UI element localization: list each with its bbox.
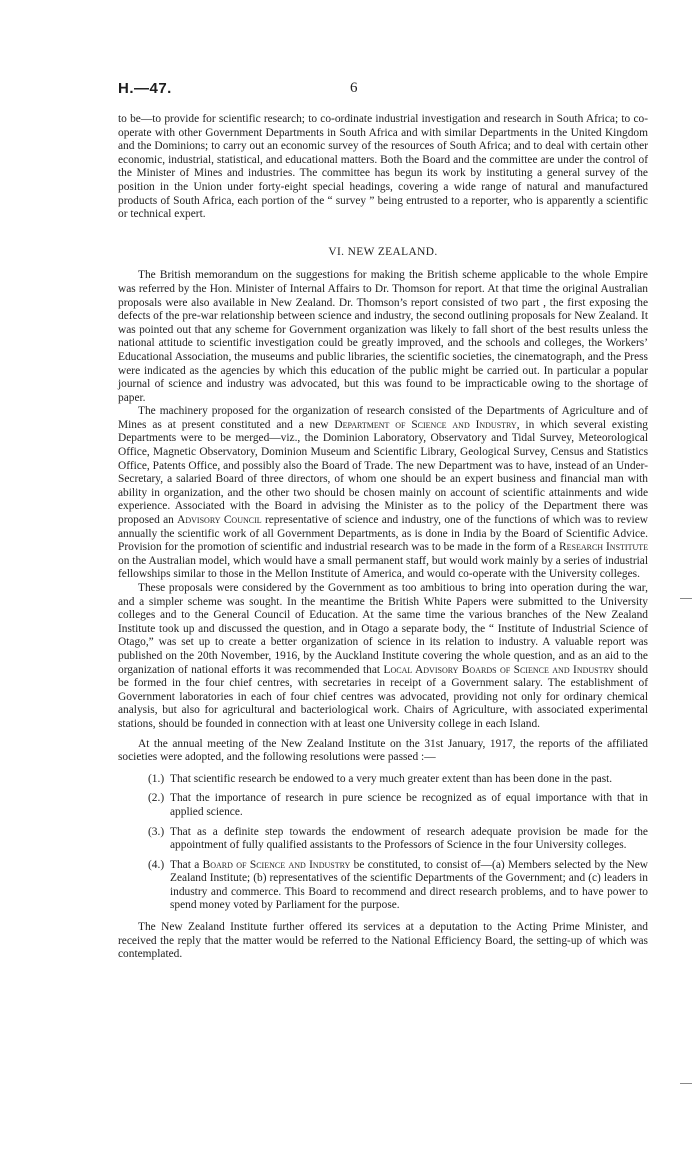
resolution-item	[148, 773, 648, 787]
text-run: These proposals were considered by the Government as too ambitious to bring into operation during the war, and a simpler scheme was sought. In the meantime the British White Papers were submitted to the University colleges and to the General Council of Education. At the same time the various branches of the New Zealand Institute took up and discussed the question, and in Otago a separate body, the “ Institute of Industrial Science of Otago,” was set up to create a better organization of science in its relation to industry. A valuable report was published on the 20th November, 1916, by the Auckland Institute covering the whole question, and as an aid to the organization of national efforts it was recommended that	[118, 582, 648, 676]
resolution-number: (3.)	[148, 825, 165, 838]
resolution-text: That the importance of research in pure science be recognized as of equal importance with that in applied science.	[170, 792, 648, 818]
resolution-number: (4.)	[148, 858, 165, 871]
page-body	[118, 113, 648, 962]
page-header	[118, 80, 648, 102]
text-run: representative of science and industry, one of the functions of which was to review annually the scientific work of all Government Departments, as is done in India by the Board of Scientific Advice. Provision for the promotion of scientific and industrial research was to be made in the form of a	[118, 514, 648, 554]
resolution-item	[148, 792, 648, 819]
paragraph-deputation: The New Zealand Institute further offered its services at a deputation to the Acting Prime Minister, and received the reply that the matter would be referred to the National Efficiency Board, the setting-up of which was contemplated.	[118, 921, 648, 961]
resolutions-list	[118, 773, 648, 913]
paragraph-annual-meeting: At the annual meeting of the New Zealand Institute on the 31st January, 1917, the reports of the affiliated societies were adopted, and the following resolutions were passed :—	[118, 737, 648, 764]
resolution-text	[170, 859, 648, 913]
resolution-text: That scientific research be endowed to a very much greater extent than has been done in the past.	[170, 772, 613, 785]
text-run: be constituted, to consist of—(a) Members selected by the New Zealand Institute; (b) representatives of the scientific Departments of the Government; and (c) leaders in industry and commerce. This Board to recommend and direct research problems, and to have power to spend money voted by Parliament for the purpose.	[170, 858, 648, 912]
small-caps-term: Board of Science and Industry	[202, 858, 351, 871]
text-run: , in which several existing Departments were to be merged—viz., the Dominion Laboratory, Observatory and Tidal Survey, Meteorological Office, Magnetic Observatory, Dominion Museum and Scientific Library, Geological Survey, Census and Statistics Office, Patents Office, and possibly also the Board of Trade. The new Department was to have, instead of an Under-Secretary, a salaried Board of three directors, of whom one should be an expert business and financial man with ability in organization, and the other two should be chosen mainly on account of scientific attainments and wide experience. Associated with the Board in advising the Minister as to the policy of the Department there was proposed an	[118, 418, 648, 527]
section-heading: VI. NEW ZEALAND.	[328, 245, 438, 258]
resolution-number: (2.)	[148, 792, 165, 805]
resolution-number: (1.)	[148, 772, 165, 785]
paragraph-proposals-considered	[118, 582, 648, 732]
paragraph-machinery-proposed	[118, 405, 648, 582]
resolution-text: That as a definite step towards the endowment of research adequate provision be made for the appointment of fully qualified assistants to the Professors of Science in the four University colleges.	[170, 825, 648, 852]
small-caps-term: Advisory Council	[177, 514, 262, 527]
intro-paragraph: to be—to provide for scientific research; to co-ordinate industrial investigation and research in South Africa; to co-operate with other Government Departments in South Africa and with similar Departments in the United Kingdom and the Dominions; to carry out an economic survey of the resources of South Africa; and to deal with certain other economic, industrial, statistical, and educational matters. Both the Board and the committee are under the control of the Minister of Mines and industries. The committee has begun its work by instituting a general survey of the position in the Union under forty-eight special headings, covering a wide range of natural and manufactured products of South Africa, each portion of the “ survey ” being entrusted to a reporter, who is apparently a scientific or technical expert.	[118, 113, 648, 221]
margin-mark	[680, 1083, 692, 1084]
paragraph-british-memorandum: The British memorandum on the suggestions for making the British scheme applicable to the whole Empire was referred by the Hon. Minister of Internal Affairs to Dr. Thomson for report. At that time the original Australian proposals were also available in New Zealand. Dr. Thomson’s report consisted of two part , the first exposing the defects of the pre-war relationship between science and industry, the second outlining proposals for New Zealand. It was pointed out that any scheme for Government organization was likely to fall short of the best results unless the national attitude to scientific investigation could be greatly improved, and the schools and colleges, the Workers’ Educational Association, the museums and public libraries, the scientific societies, the cinematograph, and the Press were indicated as the agencies by which this education of the public might be carried out. In particular a popular journal of science and industry was advocated, but this was found to be impracticable owing to the shortage of paper.	[118, 269, 648, 404]
small-caps-term: Department of Science and Industry	[334, 418, 517, 431]
resolution-item	[148, 826, 648, 853]
resolution-item	[148, 859, 648, 913]
margin-mark	[680, 598, 692, 599]
page-number: 6	[350, 80, 358, 96]
text-run: on the Australian model, which would have a small permanent staff, but would work mainly by a series of industrial fellowships similar to those in the Mellon Institute of America, and would co-operate with the University colleges.	[118, 554, 648, 581]
document-id: H.—47.	[118, 80, 172, 97]
small-caps-term: Research Institute	[559, 541, 649, 554]
text-run: That a	[170, 858, 203, 871]
text-run: The machinery proposed for the organization of research consisted of the Departments of Agriculture and of Mines as at present constituted and a new	[118, 405, 648, 431]
small-caps-term: Local Advisory Boards of Science and Industry	[383, 663, 615, 676]
text-run: should be formed in the four chief centres, with secretaries in receipt of a Government salary. The establishment of Government laboratories in each of four chief centres was advocated, providing not only for ordinary chemical analysis, but also for agricultural and bacteriological work. Chairs of Agriculture, with associated experimental stations, should be founded in connection with at least one University college in each Island.	[118, 663, 648, 730]
